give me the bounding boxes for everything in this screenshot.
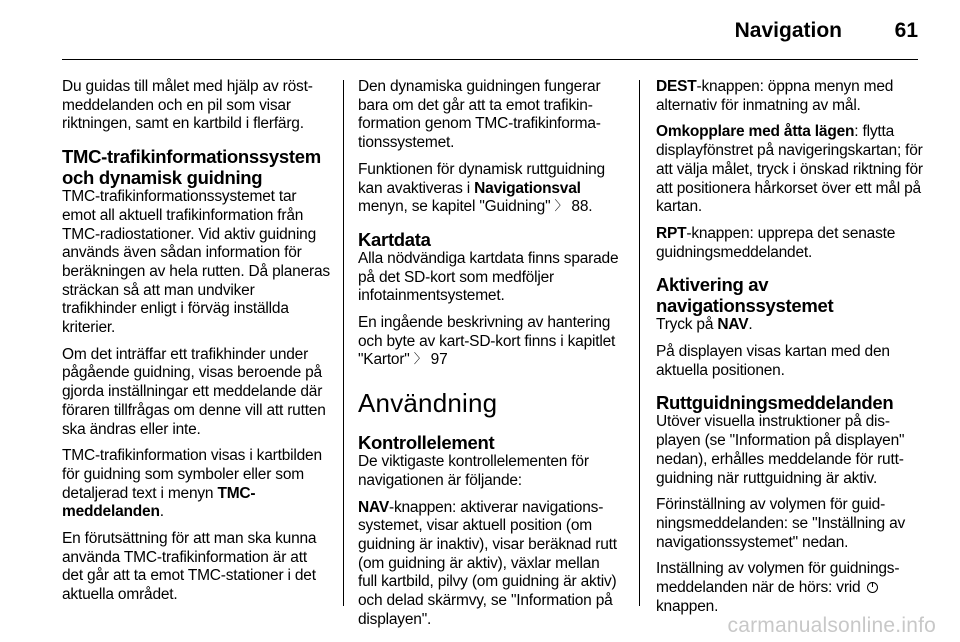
- column-divider-1: [343, 80, 344, 606]
- text: TMC-trafikinformation visas i kartbilden för guidning som symboler eller som detaljerad text i menyn: [62, 447, 322, 502]
- control-name: Omkopplare med åtta lägen: [656, 123, 855, 141]
- text: Tryck på: [656, 316, 718, 334]
- paragraph: Förinställning av volymen för guidningsmeddelanden: se "Inställning av navigationssystemet" nedan.: [656, 496, 906, 551]
- volume-knob-icon: [867, 582, 878, 593]
- column-divider-2: [639, 80, 640, 606]
- paragraph: [358, 499, 620, 630]
- paragraph: De viktigaste kontrollelementen för navigationen är följande:: [358, 453, 589, 489]
- paragraph: En förutsättning för att man ska kunna använda TMC-trafikinformation är att det går att ta emot TMC-stationer i det aktuella området.: [62, 530, 317, 604]
- button-name: RPT: [656, 224, 687, 242]
- paragraph: [656, 123, 924, 217]
- paragraph: Alla nödvändiga kartdata finns sparade på det SD-kort som medföljer infotainmentsystemet.: [358, 249, 619, 305]
- column-2: [358, 78, 620, 637]
- page-header: [0, 0, 960, 62]
- text: -knappen: öppna menyn med alternativ för inmatning av mål.: [656, 78, 894, 114]
- button-name: DEST: [656, 78, 697, 95]
- paragraph: TMC-trafikinformationssystemet tar emot all aktuell trafikinformation från TMC-radiostationer. Vid aktiv guidning används även sådan information för beräkningen av hela rutten. Då planeras sträckan så att man undviker trafikhinder enligt i förväg inställda kriterier.: [62, 188, 330, 337]
- text: -knappen: aktiverar navigationssystemet, visar aktuell position (om guidning är inaktiv), visar beräknad rutt (om guidning är aktiv), växlar mellan full kartbild, pilvy (om guidning är aktiv) och delad skärmvy, se "Information på displayen".: [358, 498, 617, 628]
- text: menyn, se kapitel "Guidning": [358, 198, 555, 216]
- button-name: NAV: [358, 498, 389, 516]
- paragraph: [656, 560, 924, 616]
- paragraph: Du guidas till målet med hjälp av röstmeddelanden och en pil som visar riktningen, samt en kartbild i flerfärg.: [62, 78, 313, 133]
- text: -knappen: upprepa det senaste guidningsmeddelandet.: [656, 224, 896, 261]
- paragraph: Om det inträffar ett trafikhinder under pågående guidning, visas beroende på gjorda inställningar ett meddelande där föraren tillfrågas om denne vill att rutten ska ändras eller inte.: [62, 345, 326, 438]
- arrow-ref-icon: 〉: [554, 198, 568, 214]
- watermark: carmanualsonline.info: [727, 614, 936, 637]
- text: : flytta displayfönstret på navigeringskartan; för att välja målet, tryck i önskad riktning för att positionera hårkorset över ett mål på kartan.: [656, 123, 923, 216]
- page-ref: 97: [430, 351, 448, 369]
- paragraph: [358, 161, 620, 217]
- text: En ingående beskrivning av hantering och byte av kart-SD-kort finns i kapitlet "Kartor": [358, 314, 616, 369]
- page-number: 61: [894, 19, 918, 42]
- column-3: [656, 78, 924, 624]
- paragraph: [656, 225, 924, 262]
- header-divider: [62, 59, 918, 60]
- paragraph: [358, 314, 620, 370]
- arrow-ref-icon: 〉: [413, 351, 427, 367]
- page-title: Navigation: [734, 19, 842, 42]
- text: .: [748, 316, 753, 334]
- chapter-heading-anvandning: Användning: [358, 388, 498, 419]
- section-heading-tmc: TMC-trafikinformationssystem och dynamisk guidning: [62, 146, 321, 189]
- column-1: [62, 78, 330, 613]
- section-heading-kartdata: Kartdata: [358, 228, 431, 250]
- text: .: [159, 503, 164, 521]
- menu-name: TMC-meddelanden: [62, 484, 256, 521]
- paragraph: Den dynamiska guidningen fungerar bara om det går att ta emot trafikinformation genom TMC-trafikinformationssystemet.: [358, 78, 601, 152]
- menu-name: Navigationsval: [474, 179, 581, 197]
- paragraph: [656, 78, 924, 115]
- paragraph: På displayen visas kartan med den aktuella positionen.: [656, 343, 890, 379]
- text: Inställning av volymen för guidningsmeddelanden när de hörs: vrid: [656, 560, 900, 597]
- page-ref: 88.: [571, 198, 593, 216]
- section-heading-rutt: Ruttguidningsmeddelanden: [656, 392, 894, 414]
- paragraph: Utöver visuella instruktioner på displayen (se "Information på displayen" nedan), erhålles meddelande för ruttguidning när ruttguidning är aktiv.: [656, 413, 905, 487]
- section-heading-aktivering: Aktivering av navigationssystemet: [656, 274, 834, 317]
- paragraph: [656, 316, 924, 335]
- paragraph: [62, 447, 330, 522]
- text: Funktionen för dynamisk ruttguidning kan avaktiveras i: [358, 160, 605, 197]
- section-heading-kontroll: Kontrollelement: [358, 432, 495, 454]
- text: knappen.: [656, 597, 719, 615]
- button-name: NAV: [717, 316, 749, 334]
